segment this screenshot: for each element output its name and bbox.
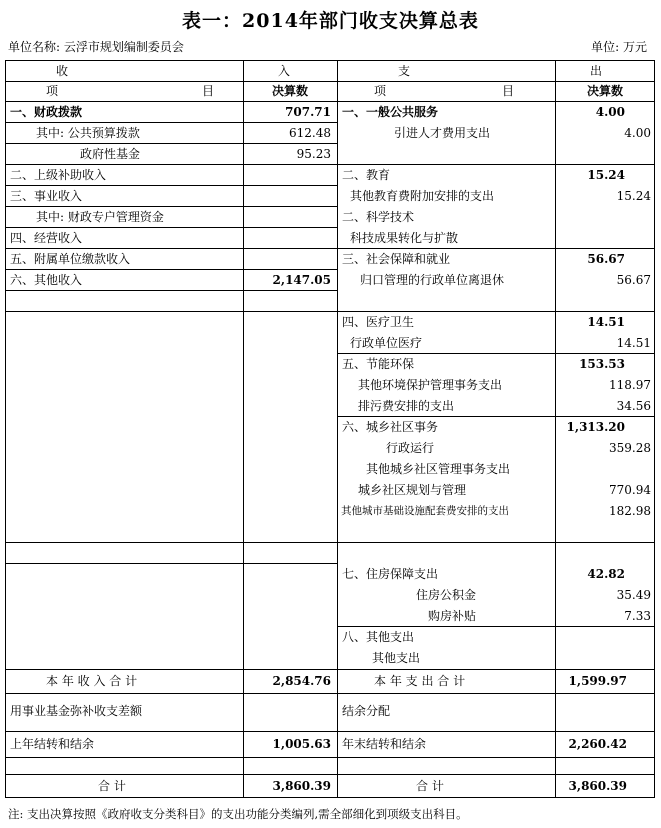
unit-measure: 单位: 万元 [591,40,647,54]
expense-value: 359.28 [609,441,651,455]
carry-out-value: 2,260.42 [568,737,627,751]
sum-label-right: 合 计 [416,779,444,793]
expense-label: 归口管理的行政单位离退休 [360,273,505,287]
income-header: 收 [56,64,69,78]
expense-label: 其他支出 [372,651,421,665]
carry-in-label: 上年结转和结余 [10,737,95,751]
income-label: 其中: 财政专户管理资金 [36,210,164,224]
income-label: 政府性基金 [80,147,141,161]
carry-in-value: 1,005.63 [272,737,331,751]
income-total-value: 2,854.76 [272,674,331,688]
expense-label: 其他城乡社区管理事务支出 [366,462,511,476]
sum-value-right: 3,860.39 [568,779,627,793]
expense-label: 行政单位医疗 [350,336,423,350]
expense-value: 14.51 [587,315,625,329]
expense-label: 城乡社区规划与管理 [358,483,467,497]
expense-value: 770.94 [609,483,651,497]
expense-label: 引进人才费用支出 [394,126,491,140]
item-header-left: 项 [374,84,387,98]
income-value: 612.48 [289,126,331,140]
income-label: 三、事业收入 [10,189,83,203]
budget-table [5,60,655,798]
expense-value: 56.67 [587,252,625,266]
income-label: 一、财政拨款 [10,105,83,119]
expense-value: 35.49 [616,588,651,602]
expense-label: 七、住房保障支出 [342,567,439,581]
unit-name: 单位名称: 云浮市规划编制委员会 [8,40,184,54]
income-value: 2,147.05 [272,273,331,287]
expense-label: 五、节能环保 [342,357,415,371]
col-divider [337,61,338,797]
expense-label: 住房公积金 [416,588,477,602]
sum-value-left: 3,860.39 [272,779,331,793]
expense-value: 56.67 [616,273,651,287]
expense-value: 4.00 [624,126,651,140]
expense-label: 科技成果转化与扩散 [350,231,459,245]
expense-value: 7.33 [624,609,651,623]
income-value: 95.23 [296,147,331,161]
expense-total-label: 本 年 支 出 合 计 [374,674,466,688]
expense-label: 八、其他支出 [342,630,415,644]
expense-value: 42.82 [587,567,625,581]
expense-label: 购房补贴 [428,609,477,623]
item-header-right: 目 [202,84,215,98]
balance-label: 结余分配 [342,704,391,718]
expense-value: 14.51 [616,336,651,350]
expense-value: 15.24 [616,189,651,203]
expense-label: 其他城市基础设施配套费安排的支出 [341,505,509,517]
income-label: 六、其他收入 [10,273,83,287]
expense-label: 二、教育 [342,168,391,182]
carry-out-label: 年末结转和结余 [342,737,427,751]
expense-label: 其他环境保护管理事务支出 [358,378,503,392]
fund-label: 用事业基金弥补收支差额 [10,704,143,718]
item-header-right: 目 [502,84,515,98]
income-value: 707.71 [285,105,331,119]
expense-label: 四、医疗卫生 [342,315,415,329]
income-label: 四、经营收入 [10,231,83,245]
expense-header: 支 [398,64,411,78]
expense-label: 六、城乡社区事务 [342,420,439,434]
income-total-label: 本 年 收 入 合 计 [46,674,138,688]
expense-label: 其他教育费附加安排的支出 [350,189,495,203]
income-label: 其中: 公共预算拨款 [36,126,140,140]
income-label: 二、上级补助收入 [10,168,107,182]
expense-value: 153.53 [579,357,625,371]
expense-label: 行政运行 [386,441,435,455]
report-title: 表一：2014年部门收支决算总表 [182,10,479,32]
item-header-left: 项 [46,84,59,98]
expense-total-value: 1,599.97 [568,674,627,688]
income-header-2: 入 [278,64,291,78]
sum-label-left: 合 计 [98,779,126,793]
expense-header-2: 出 [590,64,603,78]
expense-value: 34.56 [616,399,651,413]
expense-label: 二、科学技术 [342,210,415,224]
expense-label: 三、社会保障和就业 [342,252,451,266]
amount-header: 决算数 [586,84,623,98]
expense-value: 15.24 [587,168,625,182]
expense-value: 182.98 [609,504,651,518]
amount-header: 决算数 [271,84,308,98]
expense-value: 1,313.20 [566,420,625,434]
expense-label: 一、一般公共服务 [342,105,439,119]
expense-value: 118.97 [609,378,651,392]
expense-label: 排污费安排的支出 [358,399,455,413]
footnote: 注: 支出决算按照《政府收支分类科目》的支出功能分类编列,需全部细化到项级支出科目。 [8,807,468,821]
expense-value: 4.00 [595,105,625,119]
income-label: 五、附属单位缴款收入 [10,252,131,266]
